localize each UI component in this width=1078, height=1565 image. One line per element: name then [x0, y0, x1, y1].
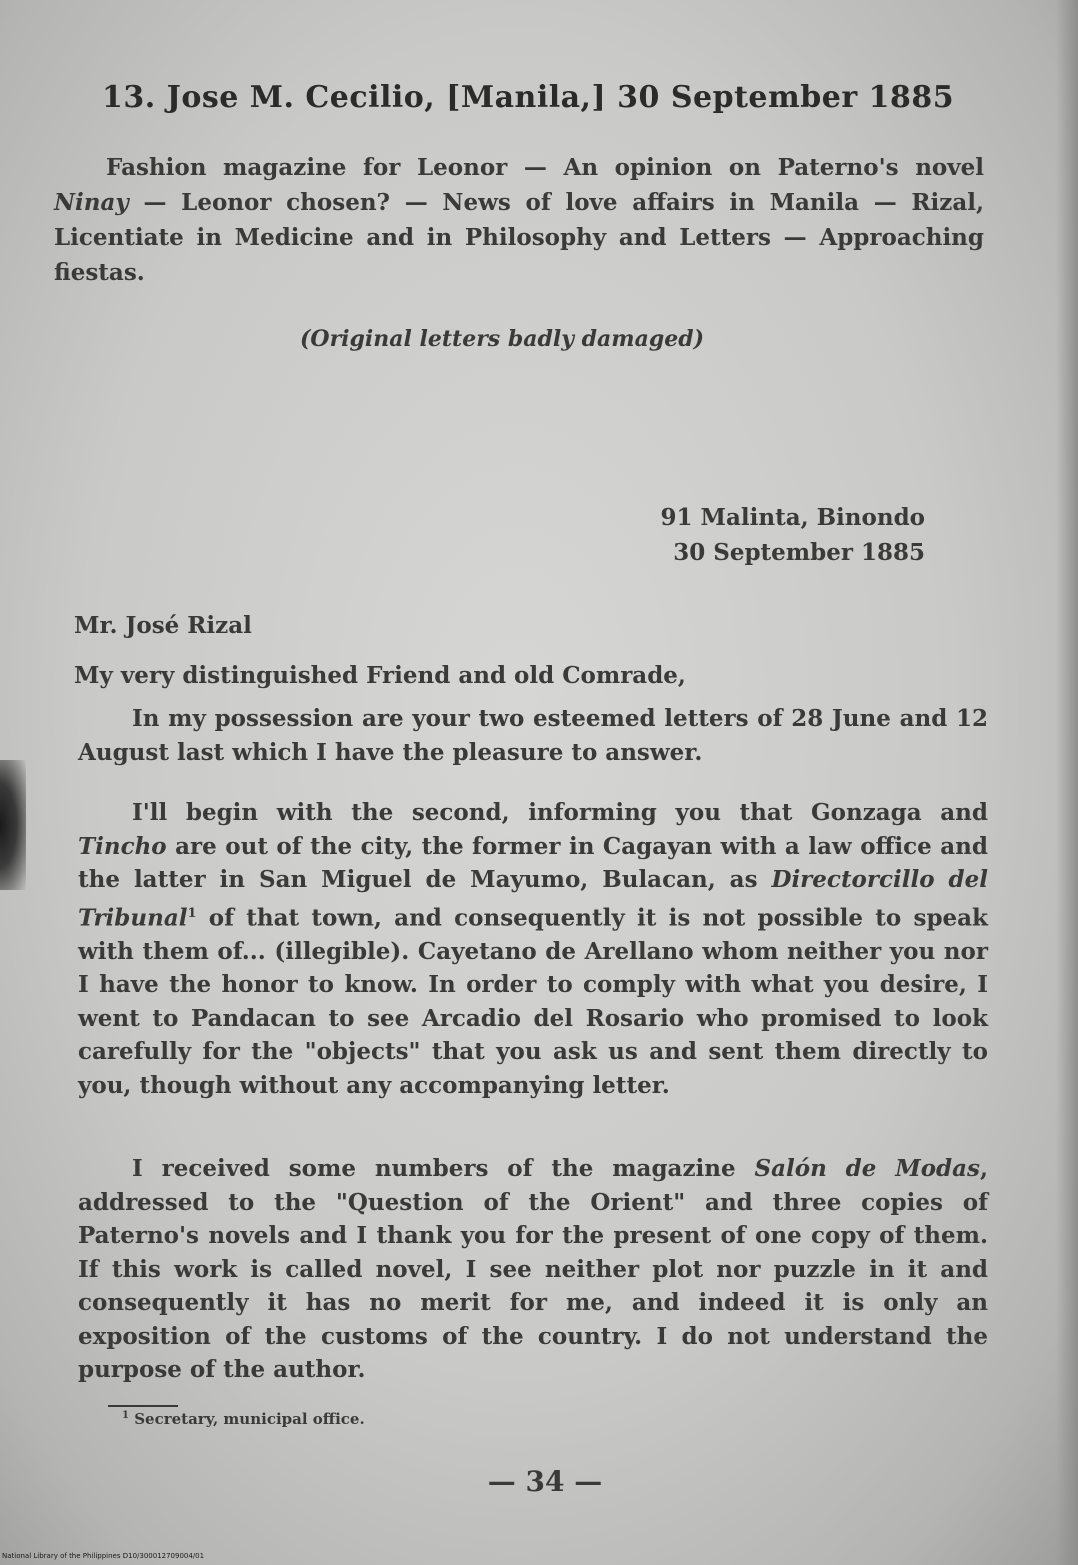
paragraph-3-text: , addressed to the "Question of the Orient" and three copies of Paterno's novels and I thank you for the present of one copy of them. If this work is called novel, I see neither plot nor puzzle in it and consequently it has no merit for me, and indeed it is only an exposition of the customs of the country. I do not understand the purpose of the author. [78, 1155, 989, 1383]
editorial-note: (Original letters badly damaged) [300, 326, 705, 352]
paragraph-2-text: I'll begin with the second, informing you that Gonzaga and [132, 799, 988, 826]
paragraph-3 [78, 1152, 988, 1387]
footnote-text: Secretary, municipal office. [134, 1410, 365, 1428]
footnote-marker: 1 [122, 1410, 129, 1421]
letter-date: 30 September 1885 [673, 539, 925, 566]
paragraph-2-text: are out of the city, the former in Cagayan with a law office and the latter in San Miguel de Mayumo, Bulacan, as [78, 832, 988, 893]
letter-synopsis [54, 150, 984, 290]
synopsis-text-rest: — Leonor chosen? — News of love affairs in Manila — Rizal, Licentiate in Medicine and in Philosophy and Letters — Approaching fiestas. [54, 189, 984, 286]
page-edge [1056, 0, 1078, 1565]
paragraph-2-text: of that town, and consequently it is not possible to speak with them of... (illegible). Cayetano de Arellano whom neither you nor I have the honor to know. In order to comply with what you desire, I went to Pandacan to see Arcadio del Rosario who promised to look carefully for the "objects" that you ask us and sent them directly to you, though without any accompanying letter. [78, 904, 988, 1099]
library-watermark: National Library of the Philippines D10/300012709004/01 [2, 1552, 205, 1560]
paragraph-2-name: Tincho [78, 832, 167, 860]
page-number: — 34 — [487, 1465, 603, 1498]
magazine-title: Salón de Modas [754, 1155, 980, 1182]
paragraph-1: In my possession are your two esteemed letters of 28 June and 12 August last which I have the pleasure to answer. [78, 705, 988, 766]
footnote-ref: 1 [187, 905, 197, 921]
paragraph-3-text: I received some numbers of the magazine [132, 1155, 755, 1182]
synopsis-novel-title: Ninay [54, 189, 129, 216]
recipient: Mr. José Rizal [74, 612, 252, 639]
synopsis-text: Fashion magazine for Leonor — An opinion on Paterno's novel [106, 154, 984, 181]
salutation: My very distinguished Friend and old Comrade, [74, 662, 686, 689]
paragraph-2 [78, 796, 988, 1102]
letter-heading: 13. Jose M. Cecilio, [Manila,] 30 September 1885 [102, 80, 955, 115]
paragraph-2-title: Directorcillo del Tribunal [78, 866, 988, 932]
footnote [122, 1410, 365, 1428]
address-line: 91 Malinta, Binondo [660, 504, 925, 531]
footnote-rule [108, 1405, 178, 1407]
binding-shadow [0, 760, 26, 890]
sender-address [600, 500, 925, 570]
